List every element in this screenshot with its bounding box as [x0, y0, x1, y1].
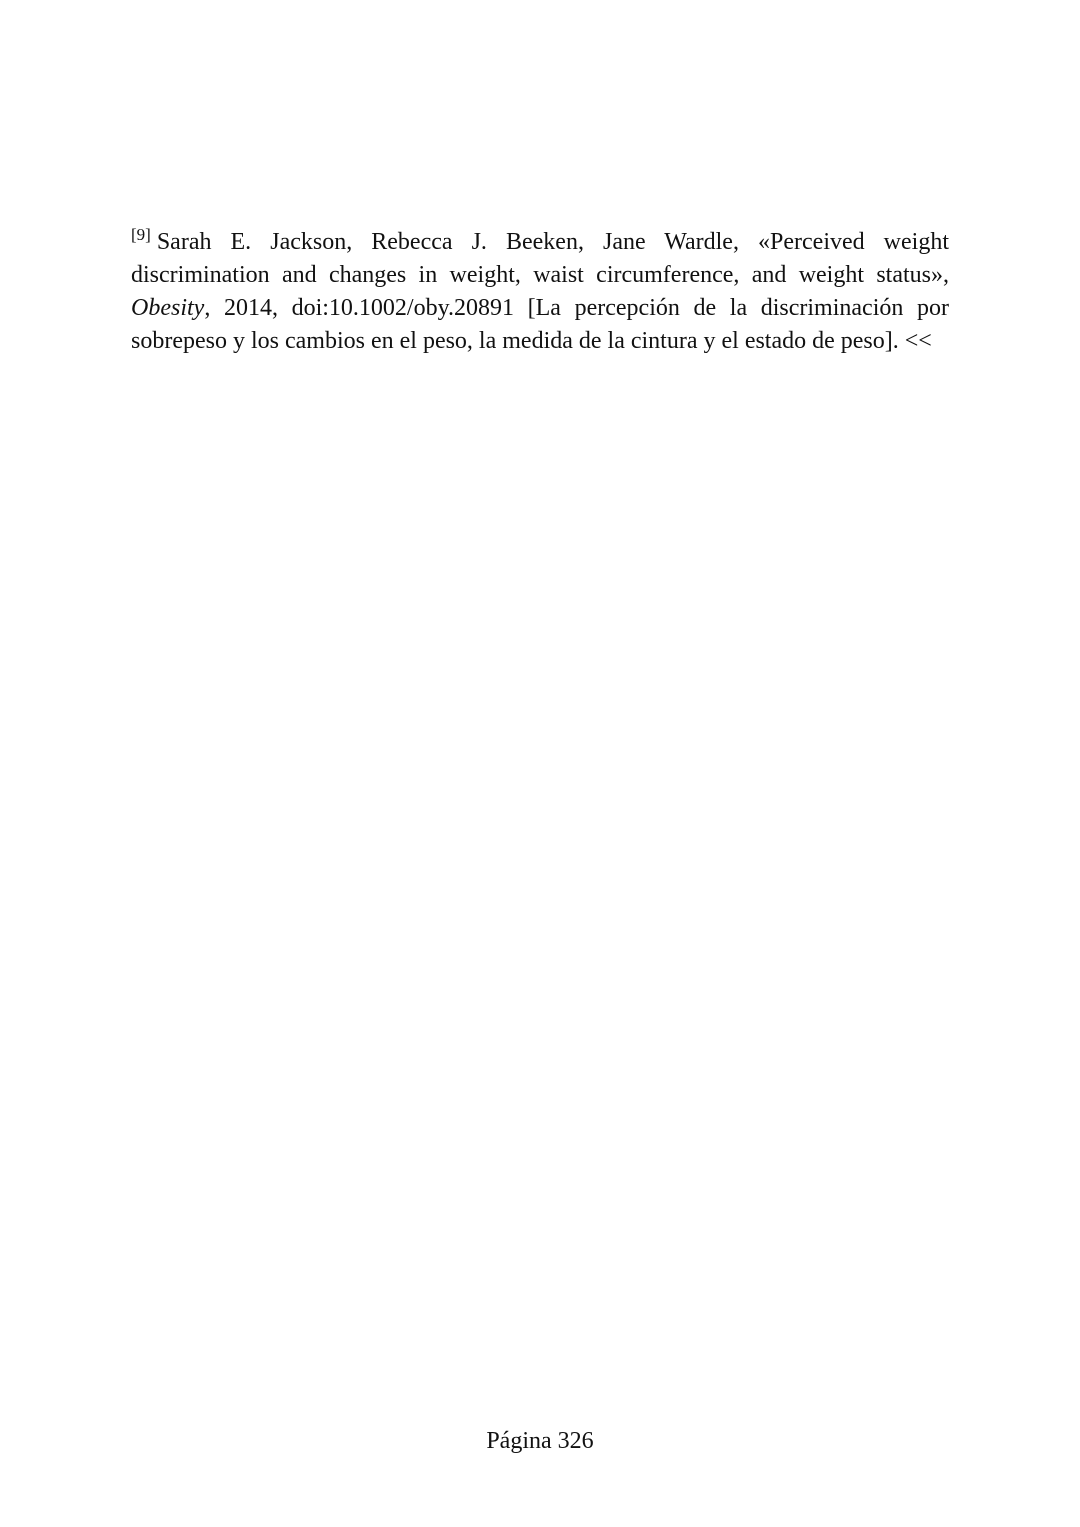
footnote-backlink[interactable]: << — [904, 328, 932, 354]
footnote-authors: Sarah E. Jackson, Rebecca J. Beeken, Jane Wardle, — [156, 229, 739, 255]
footnote-marker: [9] — [131, 224, 151, 244]
footnote-9 — [131, 226, 949, 358]
footnote-details: , 2014, doi:10.1002/oby.20891 [La percepción de la discriminación por sobrepeso y los cambios en el peso, la medida de la cintura y el estado de peso]. — [131, 295, 949, 354]
footnote-article-title: «Perceived weight discrimination and changes in weight, waist circumference, and weight status», — [131, 229, 950, 288]
page-number: Página 326 — [486, 1428, 594, 1454]
footnote-journal: Obesity — [131, 295, 205, 321]
